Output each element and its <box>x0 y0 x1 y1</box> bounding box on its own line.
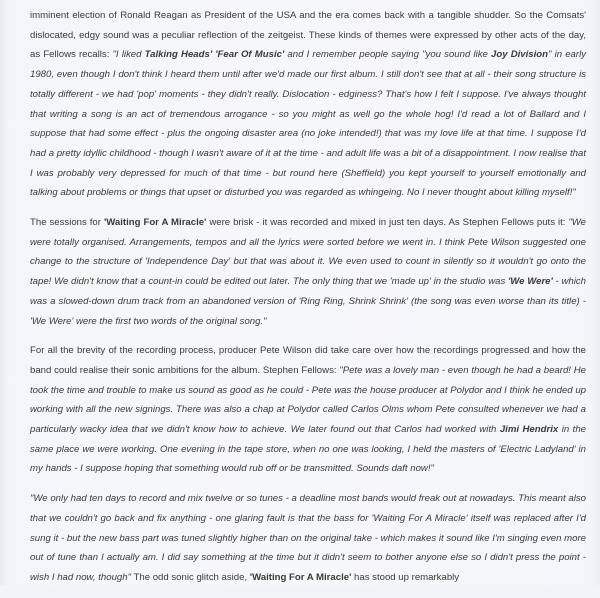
paragraph <box>30 489 586 588</box>
text-run: "I liked <box>112 49 145 61</box>
text-run: imminent election of Ronald Reagan as President of the USA and the era comes back with a tangible shudder. So the Comsats' dislocated, edgy sound was a peculiar reflection of the zeitgeist. These kinds of themes were expressed by other acts of the day, as Fellows recalls: <box>30 10 586 61</box>
text-run: and I remember people saying "you sound like <box>284 49 492 61</box>
text-run: The odd sonic glitch aside, <box>131 571 250 583</box>
text-run: 'We Were' <box>508 276 553 288</box>
text-run: 'Waiting For A Miracle' <box>103 217 207 229</box>
text-run: 'Waiting For A Miracle' <box>249 571 352 583</box>
text-run: The sessions for <box>30 217 104 229</box>
text-run: "We only had ten days to record and mix twelve or so tunes - a deadline most bands would freak out at nowadays. This meant also that we couldn't go back and fix anything - one glaring fault is that the bass for 'Waiting For A Miracle' itself was replaced after I'd sung it - but the new bass part was tuned slightly higher than on the original take - which makes it sound like I'm singing even more out of tune than I actually am. I did say something at the time but it didn't seem to bother anyone else so I didn't press the point - wish I had now, though" <box>30 493 586 583</box>
text-run: in the same place we were working. One evening in the tape store, when no one was looking, I held the masters of 'Electric Ladyland' in my hands - I suppose hoping that something would rub off or be transmitted. Sounds daft now!" <box>30 424 586 475</box>
paragraph <box>30 6 586 203</box>
text-run: "We were totally organised. Arrangements, tempos and all the lyrics were sorted before we went in. I think Pete Wilson suggested one change to the structure of 'Independence Day' but that was about it. We even used to count in silently so it wouldn't go onto the tape! We didn't know that a count-in could be edited out later. The only thing that we 'made up' in the studio was <box>30 217 586 288</box>
text-run: - which was a slowed-down drum track from an abandoned version of 'Ring Ring, Shrink Shrink' (the song was even worse than its title) - 'We Were' were the first two words of the original song." <box>30 276 587 327</box>
paragraph <box>30 341 586 479</box>
paragraph <box>30 213 586 331</box>
text-run: " in early 1980, even though I don't think I heard them until after we'd made our first album. I still don't see that at all - their song structure is totally different - we had 'pop' moments - they didn't really. Dislocation - edginess? That's how I felt I suppose. I've always thought that writing a song is an act of tremendous arrogance - so you might as well go the whole hog! I'd read a lot of Ballard and I suppose that had some effect - plus the ongoing disaster area (no joke intended!) that was my love life at that time. I suppose I'd had a pretty idyllic childhood - though I wasn't aware of it at the time - and adult life was a bit of a disappointment. I now realise that I was probably very depressed for much of that time - but round here (Sheffield) you kept yourself to yourself emotionally and talking about problems or things that upset or disturbed you was regarded as whingeing. No I never thought about killing myself!" <box>30 49 587 199</box>
text-run: has stood up remarkably <box>351 571 460 583</box>
text-run: Talking Heads' 'Fear Of Music' <box>144 49 285 61</box>
text-run: Jimi Hendrix <box>499 424 559 436</box>
text-run: were brisk - it was recorded and mixed in just ten days. As Stephen Fellows puts it: <box>206 217 569 229</box>
text-run: For all the brevity of the recording process, producer Pete Wilson did take care over how the recordings progressed and how the band could realise their sonic ambitions for the album. Stephen Fellows: <box>30 345 586 376</box>
text-run: "Pete was a lovely man - even though he had a beard! He took the time and trouble to make us sound as good as he could - Pete was the house producer at Polydor and I think he ended up working with all the new signings. There was also a chap at Polydor called Carlos Olms whom Pete consulted whenever we had a particularly wacky idea that we didn't know how to achieve. We later found out that Carlos had worked with <box>30 364 586 436</box>
text-run: Joy Division <box>491 49 549 61</box>
liner-notes-text <box>30 6 586 598</box>
